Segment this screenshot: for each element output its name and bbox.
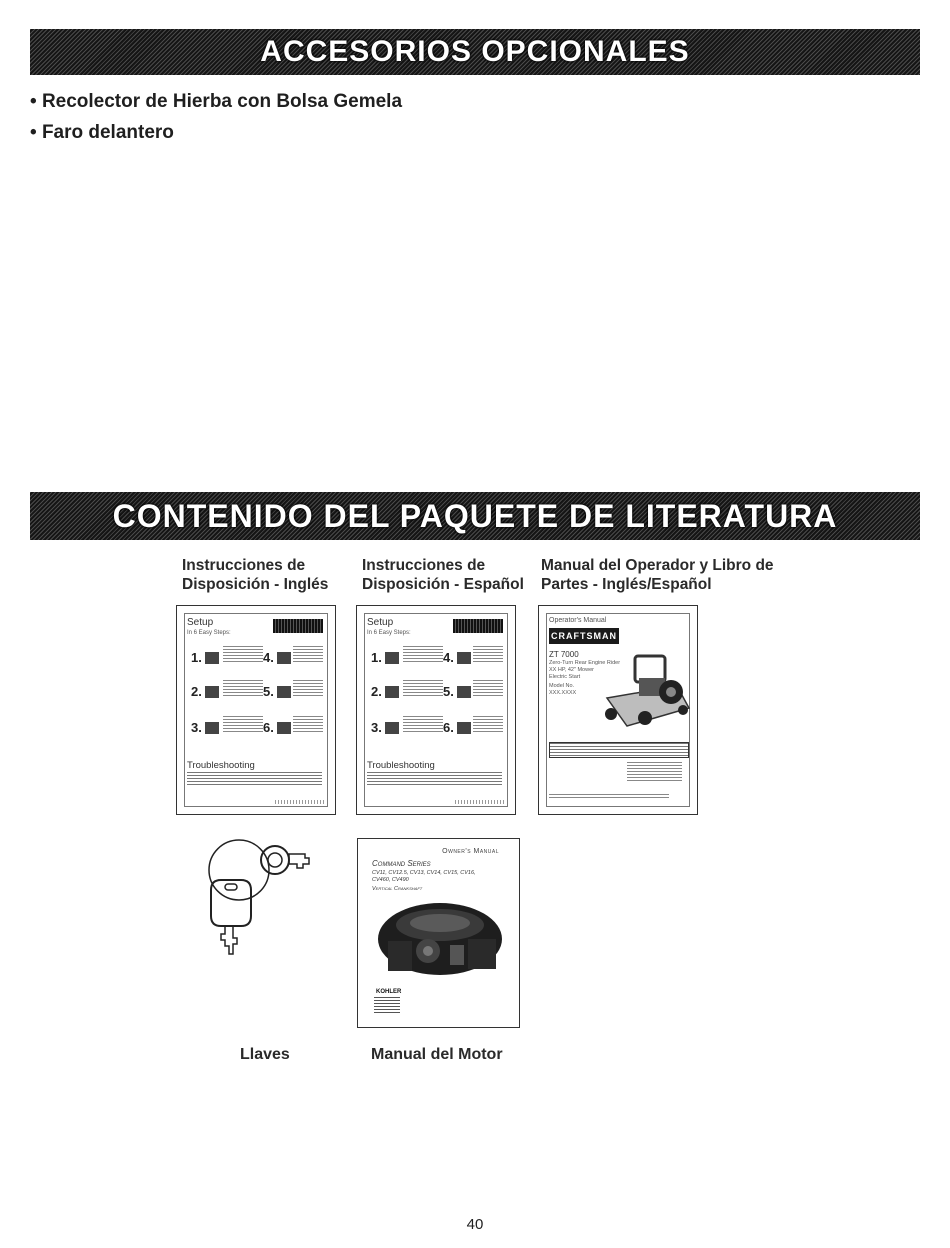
section-banner-accesorios bbox=[30, 29, 920, 75]
footer-text bbox=[455, 800, 505, 804]
step-text bbox=[223, 646, 263, 664]
step-text bbox=[473, 680, 503, 698]
list-item: • Recolector de Hierba con Bolsa Gemela bbox=[30, 86, 402, 117]
step-number: 5. bbox=[443, 684, 454, 699]
engine-icon bbox=[277, 722, 291, 734]
battery-icon bbox=[205, 652, 219, 664]
step-number: 6. bbox=[443, 720, 454, 735]
step-number: 4. bbox=[263, 650, 274, 665]
brand-logo: CRAFTSMAN bbox=[549, 628, 619, 644]
footer-text bbox=[549, 794, 669, 800]
step-number: 6. bbox=[263, 720, 274, 735]
step-text bbox=[403, 646, 443, 664]
setup-title: Setup bbox=[187, 617, 214, 628]
step-number: 1. bbox=[371, 650, 382, 665]
troubleshooting-text bbox=[367, 772, 502, 786]
label-setup-english bbox=[182, 556, 328, 594]
troubleshooting-text bbox=[187, 772, 322, 786]
tool-icon bbox=[457, 652, 471, 664]
engine-series: Command Series bbox=[372, 859, 431, 868]
step-number: 1. bbox=[191, 650, 202, 665]
brand-logo: KOHLER bbox=[376, 989, 402, 995]
oil-icon bbox=[205, 686, 219, 698]
step-text bbox=[473, 716, 503, 734]
section-title: ACCESORIOS OPCIONALES bbox=[260, 35, 690, 68]
section-title: CONTENIDO DEL PAQUETE DE LITERATURA bbox=[112, 497, 838, 534]
operator-manual-cover bbox=[538, 605, 698, 815]
mower-illustration bbox=[597, 648, 693, 740]
label-line: Instrucciones de bbox=[362, 557, 486, 574]
step-text bbox=[293, 646, 323, 664]
accessory-list bbox=[30, 86, 402, 148]
step-text bbox=[403, 716, 443, 734]
setup-subtitle: In 6 Easy Steps: bbox=[187, 630, 231, 636]
step-number: 5. bbox=[263, 684, 274, 699]
step-number: 3. bbox=[371, 720, 382, 735]
engine-illustration bbox=[370, 895, 510, 987]
model-number-label: Model No. bbox=[549, 683, 575, 689]
tire-icon bbox=[277, 686, 291, 698]
label-line: Partes - Inglés/Español bbox=[541, 576, 712, 593]
label-keys: Llaves bbox=[240, 1046, 290, 1063]
battery-icon bbox=[385, 652, 399, 664]
setup-subtitle: In 6 Easy Steps: bbox=[367, 630, 411, 636]
keys-illustration bbox=[195, 830, 315, 970]
setup-sheet-english bbox=[176, 605, 336, 815]
label-engine-manual: Manual del Motor bbox=[371, 1046, 503, 1063]
manual-header: Operator's Manual bbox=[549, 617, 607, 624]
engine-manual-cover bbox=[357, 838, 520, 1028]
label-line: Manual del Operador y Libro de bbox=[541, 557, 774, 574]
page-number: 40 bbox=[466, 1216, 484, 1233]
troubleshooting-heading: Troubleshooting bbox=[187, 760, 255, 771]
step-text bbox=[403, 680, 443, 698]
list-item: • Faro delantero bbox=[30, 117, 402, 148]
step-number: 2. bbox=[371, 684, 382, 699]
step-text bbox=[293, 716, 323, 734]
setup-sheet-spanish bbox=[356, 605, 516, 815]
step-number: 3. bbox=[191, 720, 202, 735]
step-text bbox=[473, 646, 503, 664]
brand-logo bbox=[453, 619, 503, 633]
label-operator-manual bbox=[541, 556, 774, 594]
setup-title: Setup bbox=[367, 617, 394, 628]
manual-header: Owner's Manual bbox=[442, 848, 499, 855]
brand-logo bbox=[273, 619, 323, 633]
model-name: ZT 7000 bbox=[549, 650, 579, 659]
fuel-icon bbox=[385, 722, 399, 734]
oil-icon bbox=[385, 686, 399, 698]
label-line: Disposición - Inglés bbox=[182, 576, 329, 593]
engine-icon bbox=[457, 722, 471, 734]
engine-type: Vertical Crankshaft bbox=[372, 886, 423, 892]
tool-icon bbox=[277, 652, 291, 664]
contact-text bbox=[627, 762, 682, 782]
fuel-icon bbox=[205, 722, 219, 734]
description-line: XX HP, 42" Mower bbox=[549, 667, 594, 673]
step-number: 4. bbox=[443, 650, 454, 665]
section-banner-contenido bbox=[30, 492, 920, 540]
model-number bbox=[549, 683, 576, 697]
description-line: Electric Start bbox=[549, 674, 581, 680]
description-line: Zero-Turn Rear Engine Rider bbox=[549, 660, 621, 666]
engine-models: CV11, CV12.5, CV13, CV14, CV15, CV16, CV460, CV490 bbox=[372, 870, 476, 883]
label-line: Disposición - Español bbox=[362, 576, 524, 593]
label-line: Instrucciones de bbox=[182, 557, 306, 574]
footer-text bbox=[275, 800, 325, 804]
label-setup-spanish bbox=[362, 556, 524, 594]
step-number: 2. bbox=[191, 684, 202, 699]
caution-box bbox=[549, 742, 689, 758]
step-text bbox=[223, 716, 263, 734]
step-text bbox=[293, 680, 323, 698]
troubleshooting-heading: Troubleshooting bbox=[367, 760, 435, 771]
brand-subtext bbox=[374, 997, 400, 1015]
tire-icon bbox=[457, 686, 471, 698]
model-number-value: XXX.XXXX bbox=[549, 690, 577, 696]
step-text bbox=[223, 680, 263, 698]
